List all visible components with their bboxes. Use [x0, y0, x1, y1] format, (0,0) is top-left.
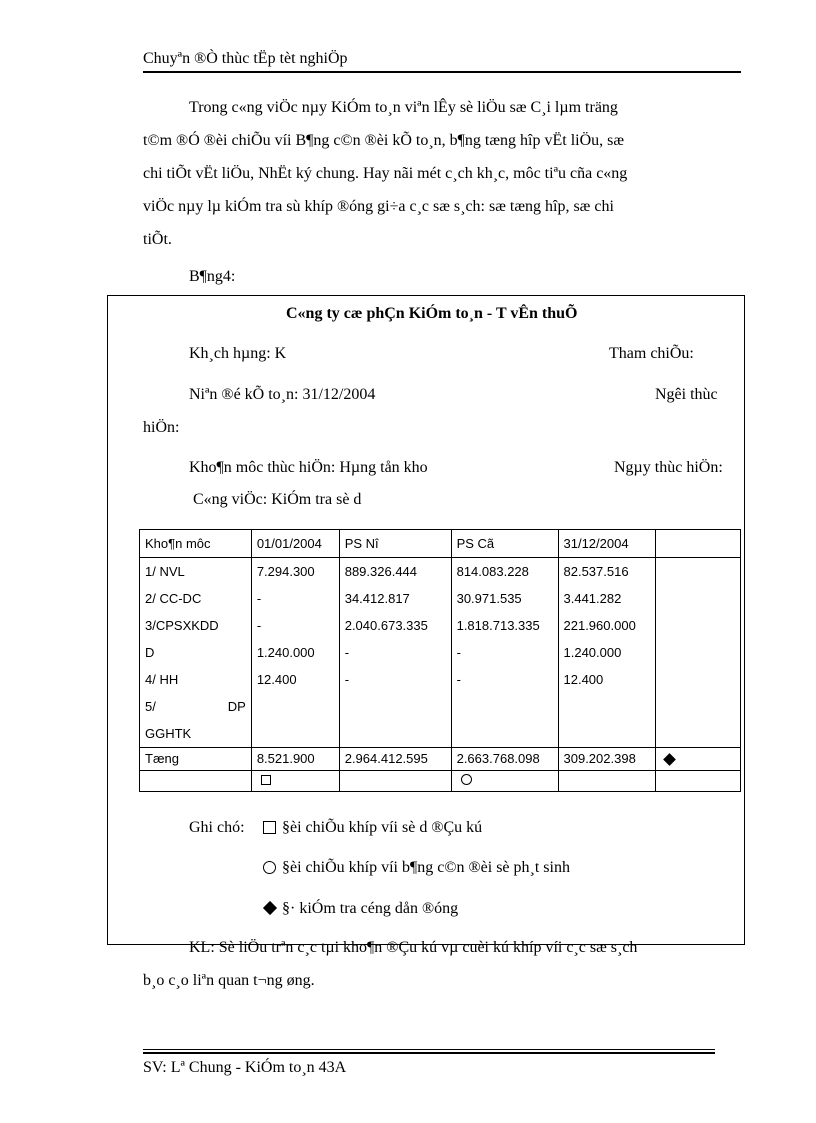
- empty-cell: [339, 771, 451, 792]
- intro-paragraph: [143, 91, 741, 256]
- fiscal-year-label: Niªn ®é kÕ to¸n: 31/12/2004: [189, 386, 376, 403]
- mark-cell: [251, 771, 339, 792]
- value: 82.537.516: [563, 564, 629, 579]
- account-names-cell: [140, 558, 252, 748]
- value: -: [344, 672, 350, 687]
- value: -: [456, 645, 461, 660]
- value: 2.040.673.335: [344, 618, 428, 633]
- total-row: [140, 748, 741, 771]
- performer-label-cont: hiÖn:: [143, 419, 180, 436]
- client-label: Kh¸ch hµng: K: [189, 345, 287, 362]
- value: 12.400: [563, 672, 604, 687]
- value: -: [256, 591, 262, 606]
- header-cell: [656, 530, 741, 558]
- intro-line: viÖc nµy lµ kiÓm tra sù khíp ®óng gi÷a c¸c sæ s¸ch: sæ tæng hîp, sæ chi: [143, 198, 614, 215]
- table-body-row: [140, 558, 741, 748]
- total-opening: 8.521.900: [251, 748, 339, 771]
- value: -: [344, 645, 350, 660]
- diamond-icon: [664, 753, 677, 766]
- intro-line: tiÕt.: [143, 231, 172, 248]
- value: 889.326.444: [344, 564, 418, 579]
- account-name-justified: [145, 693, 246, 720]
- value: 1.240.000: [563, 645, 622, 660]
- header-cell: 31/12/2004: [558, 530, 656, 558]
- mark-cell: [451, 771, 558, 792]
- inventory-balance-table: [139, 529, 741, 792]
- square-icon: [263, 821, 276, 834]
- empty-cell: [140, 771, 252, 792]
- value: 7.294.300: [256, 564, 315, 579]
- header-rule: [143, 71, 741, 73]
- footer-text: SV: Lª Chung - KiÓm to¸n 43A: [143, 1059, 347, 1076]
- empty-cell: [656, 771, 741, 792]
- total-credit: 2.663.768.098: [451, 748, 558, 771]
- header-cell: 01/01/2004: [251, 530, 339, 558]
- task-label: C«ng viÖc: KiÓm tra sè d: [193, 491, 362, 508]
- conclusion-line-2: b¸o c¸o liªn quan t¬ng øng.: [143, 972, 315, 989]
- value: -: [456, 672, 461, 687]
- value: 1.240.000: [256, 645, 315, 660]
- table-header-row: [140, 530, 741, 558]
- intro-line: chi tiÕt vËt liÖu, NhËt ký chung. Hay nãi mét c¸ch kh¸c, môc tiªu cña c«ng: [143, 165, 628, 182]
- empty-cell: [656, 558, 741, 748]
- footer-rule-bottom: [143, 1052, 715, 1054]
- total-debit: 2.964.412.595: [339, 748, 451, 771]
- notes-label: Ghi chó:: [189, 819, 245, 836]
- opening-balance-cell: [251, 558, 339, 748]
- reference-label: Tham chiÕu:: [609, 345, 694, 362]
- total-mark-cell: [656, 748, 741, 771]
- account-name: 1/ NVL: [145, 564, 185, 579]
- value: 12.400: [256, 672, 297, 687]
- account-name: 3/CPSXKDD: [145, 618, 219, 633]
- total-label: Tæng: [140, 748, 252, 771]
- date-label: Ngµy thùc hiÖn:: [614, 459, 723, 476]
- value: 1.818.713.335: [456, 618, 540, 633]
- value: 3.441.282: [563, 591, 622, 606]
- account-name: 4/ HH: [145, 672, 179, 687]
- value: 30.971.535: [456, 591, 522, 606]
- value: 221.960.000: [563, 618, 636, 633]
- empty-cell: [558, 771, 656, 792]
- company-name: C«ng ty cæ phÇn KiÓm to¸n - T vÊn thuÕ: [286, 305, 578, 322]
- circle-icon: [263, 861, 276, 874]
- note-circle-text: §èi chiÕu khíp víi b¶ng c©n ®èi sè ph¸t sinh: [282, 859, 570, 876]
- note-diamond-text: §· kiÓm tra céng dån ®óng: [282, 900, 459, 917]
- header-cell: PS Cã: [451, 530, 558, 558]
- table-label: B¶ng4:: [189, 268, 236, 285]
- account-name: 5/: [145, 699, 156, 714]
- note-square-text: §èi chiÕu khíp víi sè d ®Çu kú: [282, 819, 483, 836]
- square-icon: [261, 775, 271, 785]
- account-name: 2/ CC-DC: [145, 591, 202, 606]
- intro-line: t©m ®Ó ®èi chiÕu víi B¶ng c©n ®èi kÕ to¸n, b¶ng tæng hîp vËt liÖu, sæ: [143, 132, 625, 149]
- closing-balance-cell: [558, 558, 656, 748]
- header-cell: Kho¶n môc: [140, 530, 252, 558]
- value: 814.083.228: [456, 564, 529, 579]
- credit-cell: [451, 558, 558, 748]
- footer-rule-top: [143, 1049, 715, 1050]
- intro-line: Trong c«ng viÖc nµy KiÓm to¸n viªn lÊy sè liÖu sæ C¸i lµm träng: [189, 99, 618, 116]
- account-name: D: [145, 645, 155, 660]
- total-closing: 309.202.398: [558, 748, 656, 771]
- value: -: [256, 618, 262, 633]
- page-header-title: Chuyªn ®Ò thùc tËp tèt nghiÖp: [143, 50, 348, 67]
- tick-mark-row: [140, 771, 741, 792]
- account-name: GGHTK: [145, 726, 192, 741]
- debit-cell: [339, 558, 451, 748]
- value: 34.412.817: [344, 591, 410, 606]
- performer-label: Ngêi thùc: [655, 386, 718, 403]
- header-cell: PS Nî: [339, 530, 451, 558]
- audit-item-label: Kho¶n môc thùc hiÖn: Hµng tån kho: [189, 459, 428, 476]
- account-name: DP: [227, 699, 246, 714]
- circle-icon: [461, 774, 472, 785]
- conclusion-line-1: KL: Sè liÖu trªn c¸c tµi kho¶n ®Çu kú vµ cuèi kú khíp víi c¸c sæ s¸ch: [189, 939, 638, 956]
